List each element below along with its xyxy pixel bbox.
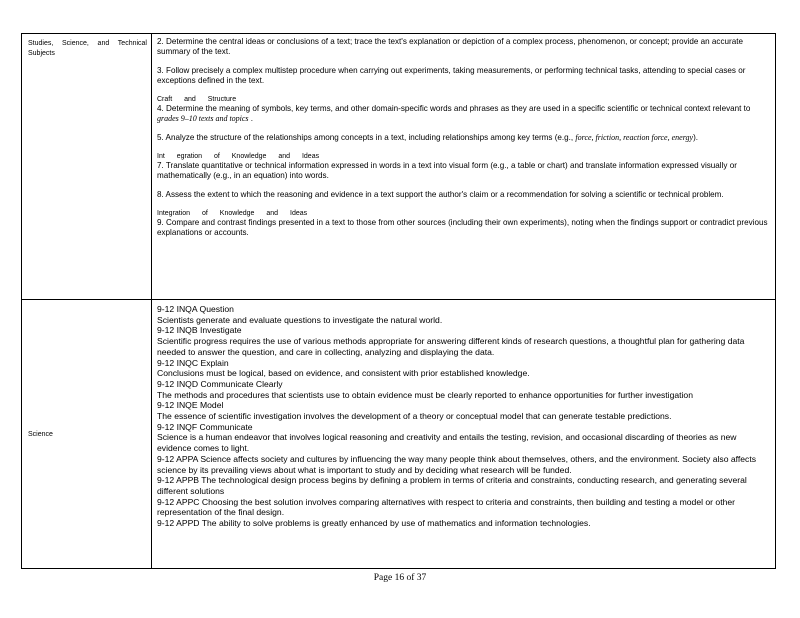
science-line: 9-12 INQD Communicate Clearly	[157, 378, 283, 389]
category-craft-structure: Craft and Structure	[157, 96, 237, 103]
standard-5-italic: force, friction, reaction force, energy	[575, 133, 694, 142]
category-integration-knowledge: Int egration of Knowledge and Ideas	[157, 153, 320, 160]
science-standards-cell	[152, 300, 776, 569]
science-line: 9-12 APPA Science affects society and cultures by influencing the way many people think about themselves, others, and the environment. Society also affects science by its prevailing views about what is important to study and by deciding what research will be funded.	[157, 453, 757, 475]
category-integration-knowledge-2: Integration of Knowledge and Ideas	[157, 210, 308, 217]
standard-4-text: 4. Determine the meaning of symbols, key terms, and other domain-specific words and phrases as they are used in a specific scientific or technical context relevant to	[157, 104, 751, 113]
standard-5	[157, 133, 769, 143]
standard-9: 9. Compare and contrast findings presented in a text to those from other sources (including their own experiments), noting when the findings support or contradict previous explanations or accounts.	[157, 218, 768, 237]
science-line: 9-12 INQA Question	[157, 304, 234, 314]
science-line: Conclusions must be logical, based on evidence, and consistent with prior established knowledge.	[157, 368, 530, 379]
science-line: The essence of scientific investigation involves the development of a theory or conceptual model that can generate testable predictions.	[157, 411, 672, 422]
standard-4-italic: grades 9–10 texts and topics	[157, 114, 249, 123]
subject-cell	[22, 34, 152, 300]
science-line: Scientific progress requires the use of various methods appropriate for answering different kinds of research questions, a thoughtful plan for gathering data needed to answer the question, and care in collecting, analyzing and displaying the data.	[157, 336, 745, 357]
science-line: 9-12 INQB Investigate	[157, 325, 242, 336]
science-standards-list	[152, 300, 775, 529]
standards-list	[152, 34, 775, 238]
table-row	[22, 300, 776, 569]
science-line: 9-12 APPC Choosing the best solution involves comparing alternatives with respect to criteria and constraints, then building and testing a model or other representation of the final design.	[157, 496, 736, 518]
standard-4	[157, 104, 769, 124]
standard-7: 7. Translate quantitative or technical information expressed in words in a text into visual form (e.g., a table or chart) and translate information expressed visually or mathematically (e.g., in an equation) into words.	[157, 161, 737, 180]
standard-5-end: ).	[693, 133, 699, 142]
science-line: 9-12 APPB The technological design process begins by defining a problem in terms of criteria and constraints, conducting research, and generating several different solutions	[157, 475, 747, 496]
standard-8: 8. Assess the extent to which the reasoning and evidence in a text support the author's claim or a recommendation for solving a scientific or technical problem.	[157, 190, 724, 199]
science-line: The methods and procedures that scientists use to obtain evidence must be clearly reported to enhance opportunities for further investigation	[157, 389, 693, 400]
science-line: Science is a human endeavor that involves logical reasoning and creativity and entails the testing, revision, and occasional discarding of theories as new evidence comes to light.	[157, 432, 737, 454]
science-line: 9-12 APPD The ability to solve problems is greatly enhanced by use of mathematics and information technologies.	[157, 518, 591, 529]
standard-5-text: 5. Analyze the structure of the relationships among concepts in a text, including relationships among key terms (e.g.,	[157, 133, 574, 142]
standards-table	[21, 33, 776, 569]
standards-cell	[152, 34, 776, 300]
science-line: 9-12 INQF Communicate	[157, 421, 253, 432]
standard-3: 3. Follow precisely a complex multistep procedure when carrying out experiments, taking measurements, or performing technical tasks, attending to special cases or exceptions defined in the text.	[157, 66, 746, 85]
page-number: Page 16 of 37	[373, 573, 427, 583]
subject-label: Studies, Science, and Technical Subjects	[28, 40, 147, 57]
science-line: 9-12 INQE Model	[157, 400, 224, 411]
table-row	[22, 34, 776, 300]
subject-label: Science	[28, 431, 53, 438]
standard-4-end: .	[250, 114, 254, 123]
science-line: Scientists generate and evaluate questions to investigate the natural world.	[157, 314, 443, 325]
standard-2: 2. Determine the central ideas or conclusions of a text; trace the text's explanation or depiction of a complex process, phenomenon, or concept; provide an accurate summary of the text.	[157, 37, 743, 56]
science-line: 9-12 INQC Explain	[157, 357, 229, 368]
subject-cell	[22, 300, 152, 569]
